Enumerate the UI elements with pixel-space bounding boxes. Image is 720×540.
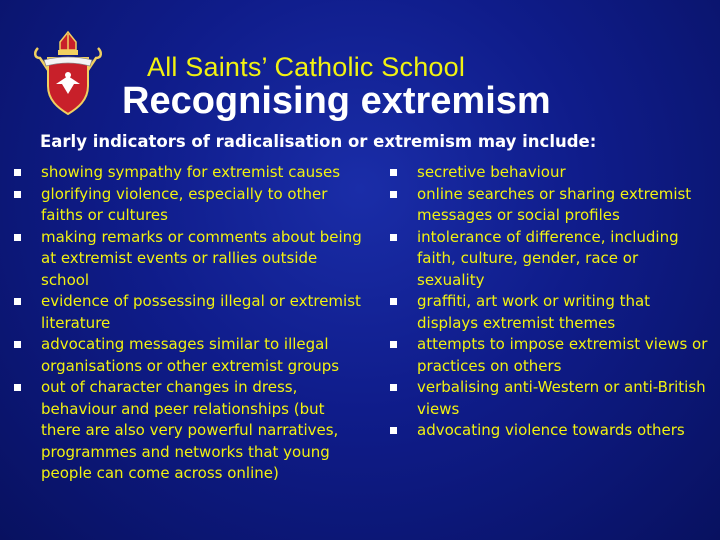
bullet-icon <box>390 427 397 434</box>
list-item-text: evidence of possessing illegal or extremist literature <box>41 292 361 332</box>
list-item-text: making remarks or comments about being at extremist events or rallies outside school <box>41 227 362 289</box>
list-item-text: intolerance of difference, including faith, culture, gender, race or sexuality <box>417 227 679 289</box>
intro-heading: Early indicators of radicalisation or extremism may include: <box>40 132 597 151</box>
list-item <box>390 227 708 292</box>
school-name: All Saints’ Catholic School <box>147 52 466 82</box>
list-item <box>14 291 364 334</box>
list-item <box>390 184 708 227</box>
bullet-icon <box>14 234 21 241</box>
list-item-text: graffiti, art work or writing that displays extremist themes <box>417 292 651 332</box>
list-item <box>14 227 364 292</box>
list-item-text: glorifying violence, especially to other faiths or cultures <box>41 184 328 224</box>
page-title: Recognising extremism <box>122 80 551 122</box>
bullet-icon <box>390 384 397 391</box>
left-indicator-list <box>14 162 364 485</box>
bullet-icon <box>14 384 21 391</box>
list-item <box>14 377 364 485</box>
list-item-text: attempts to impose extremist views or practices on others <box>417 335 708 375</box>
list-item <box>390 420 708 442</box>
list-item-text: online searches or sharing extremist messages or social profiles <box>417 184 692 224</box>
school-crest-icon <box>30 28 106 118</box>
list-item-text: secretive behaviour <box>417 163 566 181</box>
bullet-icon <box>14 341 21 348</box>
list-item <box>14 162 364 184</box>
list-item <box>390 291 708 334</box>
bullet-icon <box>14 191 21 198</box>
bullet-icon <box>14 298 21 305</box>
bullet-icon <box>390 298 397 305</box>
list-item <box>14 184 364 227</box>
list-item <box>390 377 708 420</box>
list-item-text: advocating violence towards others <box>417 421 685 439</box>
list-item-text: out of character changes in dress, behaviour and peer relationships (but there are also very powerful narratives, programmes and networks that young people can come across online) <box>41 378 339 482</box>
list-item-text: showing sympathy for extremist causes <box>41 163 341 181</box>
bullet-icon <box>390 191 397 198</box>
list-item-text: verbalising anti-Western or anti-British views <box>417 378 706 418</box>
list-item <box>14 334 364 377</box>
bullet-icon <box>390 169 397 176</box>
bullet-icon <box>14 169 21 176</box>
right-indicator-list <box>390 162 708 442</box>
list-item-text: advocating messages similar to illegal organisations or other extremist groups <box>41 335 340 375</box>
list-item <box>390 334 708 377</box>
bullet-icon <box>390 341 397 348</box>
bullet-icon <box>390 234 397 241</box>
list-item <box>390 162 708 184</box>
